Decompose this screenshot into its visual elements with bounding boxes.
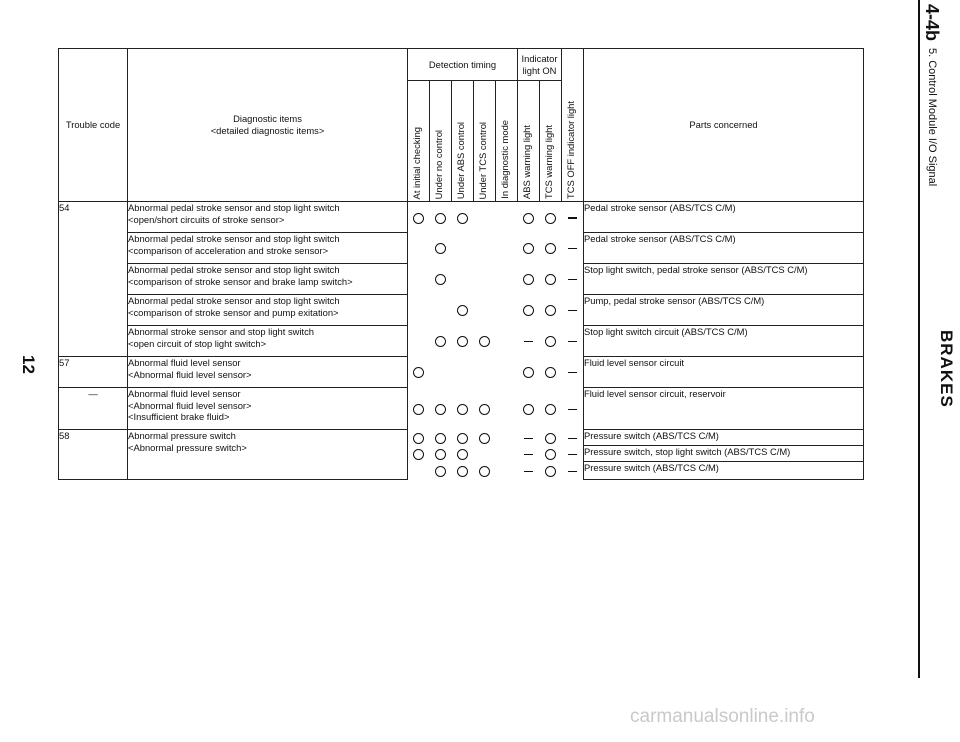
- diagnostic-item-cell: [128, 326, 408, 357]
- circle-mark-icon: [413, 404, 424, 415]
- parts-concerned-cell: Pump, pedal stroke sensor (ABS/TCS C/M): [584, 295, 864, 326]
- indicator-mark-cell: [474, 446, 496, 462]
- circle-mark-icon: [435, 466, 446, 477]
- header-abs-warning-light: [518, 81, 540, 202]
- indicator-mark-cell: [496, 233, 518, 264]
- circle-mark-icon: [545, 274, 556, 285]
- indicator-mark-cell: [474, 357, 496, 388]
- indicator-mark-cell: [562, 233, 584, 264]
- dash-mark-icon: [568, 279, 577, 280]
- dash-mark-icon: [524, 471, 533, 472]
- indicator-mark-cell: [496, 295, 518, 326]
- indicator-mark-cell: [518, 446, 540, 462]
- parts-concerned-cell: Pressure switch, stop light switch (ABS/TCS C/M): [584, 446, 864, 462]
- circle-mark-icon: [413, 213, 424, 224]
- indicator-mark-cell: [430, 462, 452, 480]
- indicator-mark-cell: [562, 388, 584, 430]
- dash-mark-icon: [568, 454, 577, 455]
- table-row: [59, 326, 864, 357]
- circle-mark-icon: [523, 243, 534, 254]
- diagnostic-item-cell: [128, 264, 408, 295]
- indicator-mark-cell: [408, 462, 430, 480]
- indicator-mark-cell: [452, 388, 474, 430]
- circle-mark-icon: [545, 404, 556, 415]
- circle-mark-icon: [545, 213, 556, 224]
- indicator-mark-cell: [496, 446, 518, 462]
- indicator-mark-cell: [474, 202, 496, 233]
- diagnostic-item-cell: [128, 202, 408, 233]
- indicator-mark-cell: [496, 388, 518, 430]
- circle-mark-icon: [545, 336, 556, 347]
- indicator-mark-cell: [408, 430, 430, 446]
- parts-concerned-cell: Pressure switch (ABS/TCS C/M): [584, 462, 864, 480]
- indicator-mark-cell: [452, 357, 474, 388]
- indicator-mark-cell: [518, 264, 540, 295]
- diagnostic-item-line: Abnormal pedal stroke sensor and stop light switch: [128, 295, 340, 306]
- indicator-mark-cell: [496, 202, 518, 233]
- circle-mark-icon: [457, 466, 468, 477]
- indicator-mark-cell: [430, 233, 452, 264]
- dash-mark-icon: [568, 248, 577, 249]
- parts-concerned-cell: Stop light switch, pedal stroke sensor (ABS/TCS C/M): [584, 264, 864, 295]
- indicator-mark-cell: [540, 462, 562, 480]
- dash-mark-icon: [568, 409, 577, 410]
- indicator-mark-cell: [452, 326, 474, 357]
- trouble-code-cell: 58: [59, 430, 128, 480]
- indicator-mark-cell: [452, 446, 474, 462]
- header-in-diagnostic-mode-text: In diagnostic mode: [499, 120, 510, 199]
- parts-concerned-cell: Stop light switch circuit (ABS/TCS C/M): [584, 326, 864, 357]
- diagnostic-item-line: <open/short circuits of stroke sensor>: [128, 213, 285, 225]
- trouble-code-cell: 57: [59, 357, 128, 388]
- trouble-code-table: [58, 48, 864, 480]
- parts-concerned-cell: Fluid level sensor circuit: [584, 357, 864, 388]
- circle-mark-icon: [435, 449, 446, 460]
- table-row: [59, 295, 864, 326]
- diagnostic-item-line: Abnormal pedal stroke sensor and stop light switch: [128, 233, 340, 244]
- header-tcs-warning-light-text: TCS warning light: [543, 125, 554, 199]
- circle-mark-icon: [545, 466, 556, 477]
- header-indicator-light-line1: Indicator: [521, 52, 558, 64]
- indicator-mark-cell: [518, 202, 540, 233]
- header-under-no-control-text: Under no control: [433, 129, 444, 199]
- page-number: 12: [19, 355, 38, 374]
- diagnostic-item-line: <Abnormal fluid level sensor>: [128, 368, 252, 380]
- circle-mark-icon: [435, 213, 446, 224]
- indicator-mark-cell: [474, 430, 496, 446]
- indicator-mark-cell: [452, 295, 474, 326]
- circle-mark-icon: [457, 305, 468, 316]
- indicator-mark-cell: [408, 264, 430, 295]
- diagnostic-item-line: <comparison of acceleration and stroke sensor>: [128, 244, 329, 256]
- circle-mark-icon: [479, 336, 490, 347]
- indicator-mark-cell: [496, 264, 518, 295]
- indicator-mark-cell: [474, 462, 496, 480]
- circle-mark-icon: [457, 336, 468, 347]
- indicator-mark-cell: [430, 446, 452, 462]
- diagnostic-item-line: <Abnormal pressure switch>: [128, 441, 247, 453]
- table-row: [59, 388, 864, 430]
- indicator-mark-cell: [408, 446, 430, 462]
- circle-mark-icon: [545, 433, 556, 444]
- chapter-title: BRAKES: [937, 330, 956, 408]
- circle-mark-icon: [457, 433, 468, 444]
- circle-mark-icon: [523, 213, 534, 224]
- header-under-abs-control: [452, 81, 474, 202]
- indicator-mark-cell: [518, 357, 540, 388]
- indicator-mark-cell: [452, 202, 474, 233]
- diagnostic-item-line: Abnormal fluid level sensor: [128, 388, 241, 399]
- header-indicator-light-line2: light ON: [522, 64, 557, 76]
- dash-mark-icon: [568, 372, 577, 373]
- parts-concerned-cell: Pedal stroke sensor (ABS/TCS C/M): [584, 202, 864, 233]
- indicator-mark-cell: [562, 462, 584, 480]
- parts-concerned-cell: Pedal stroke sensor (ABS/TCS C/M): [584, 233, 864, 264]
- circle-mark-icon: [435, 274, 446, 285]
- indicator-mark-cell: [518, 295, 540, 326]
- indicator-mark-cell: [540, 233, 562, 264]
- indicator-mark-cell: [408, 326, 430, 357]
- table-row: [59, 264, 864, 295]
- parts-concerned-cell: Pressure switch (ABS/TCS C/M): [584, 430, 864, 446]
- header-diagnostic-items: [128, 49, 408, 202]
- indicator-mark-cell: [518, 326, 540, 357]
- dash-mark-icon: [568, 217, 577, 218]
- indicator-mark-cell: [408, 388, 430, 430]
- indicator-mark-cell: [474, 388, 496, 430]
- indicator-mark-cell: [474, 295, 496, 326]
- circle-mark-icon: [413, 433, 424, 444]
- indicator-mark-cell: [430, 264, 452, 295]
- indicator-mark-cell: [496, 357, 518, 388]
- indicator-mark-cell: [518, 430, 540, 446]
- dash-mark-icon: [524, 454, 533, 455]
- indicator-mark-cell: [452, 233, 474, 264]
- circle-mark-icon: [457, 213, 468, 224]
- indicator-mark-cell: [408, 233, 430, 264]
- indicator-mark-cell: [408, 202, 430, 233]
- table-body: [59, 202, 864, 480]
- indicator-mark-cell: [540, 430, 562, 446]
- indicator-mark-cell: [562, 202, 584, 233]
- table-row: [59, 233, 864, 264]
- dash-mark-icon: [524, 341, 533, 342]
- header-indicator-light: [518, 49, 562, 81]
- header-trouble-code: Trouble code: [59, 49, 128, 202]
- indicator-mark-cell: [540, 326, 562, 357]
- diagnostic-item-line: Abnormal pedal stroke sensor and stop light switch: [128, 202, 340, 213]
- circle-mark-icon: [435, 404, 446, 415]
- header-under-tcs-control: [474, 81, 496, 202]
- indicator-mark-cell: [496, 462, 518, 480]
- circle-mark-icon: [457, 404, 468, 415]
- header-at-initial-checking-text: At initial checking: [411, 126, 422, 199]
- diagnostic-item-line: <Abnormal fluid level sensor>: [128, 399, 252, 411]
- diagnostic-item-cell: [128, 388, 408, 430]
- circle-mark-icon: [545, 449, 556, 460]
- indicator-mark-cell: [540, 388, 562, 430]
- indicator-mark-cell: [540, 202, 562, 233]
- indicator-mark-cell: [430, 295, 452, 326]
- circle-mark-icon: [479, 433, 490, 444]
- diagnostic-item-line: Abnormal fluid level sensor: [128, 357, 241, 368]
- circle-mark-icon: [523, 274, 534, 285]
- circle-mark-icon: [545, 305, 556, 316]
- header-tcs-warning-light: [540, 81, 562, 202]
- section-title: 5. Control Module I/O Signal: [926, 48, 938, 187]
- indicator-mark-cell: [430, 202, 452, 233]
- circle-mark-icon: [435, 433, 446, 444]
- circle-mark-icon: [479, 466, 490, 477]
- indicator-mark-cell: [474, 233, 496, 264]
- section-code: 4-4b: [922, 4, 942, 42]
- indicator-mark-cell: [496, 430, 518, 446]
- table-row: [59, 357, 864, 388]
- diagnostic-item-line: <Insufficient brake fluid>: [128, 411, 230, 422]
- circle-mark-icon: [413, 367, 424, 378]
- circle-mark-icon: [435, 243, 446, 254]
- diagnostic-item-line: <comparison of stroke sensor and brake lamp switch>: [128, 275, 353, 287]
- table-row: [59, 202, 864, 233]
- indicator-mark-cell: [562, 295, 584, 326]
- header-under-abs-control-text: Under ABS control: [455, 121, 466, 199]
- dash-mark-icon: [524, 438, 533, 439]
- indicator-mark-cell: [562, 357, 584, 388]
- indicator-mark-cell: [474, 326, 496, 357]
- header-in-diagnostic-mode: [496, 81, 518, 202]
- indicator-mark-cell: [540, 357, 562, 388]
- indicator-mark-cell: [452, 264, 474, 295]
- diagnostic-item-line: Abnormal pressure switch: [128, 430, 236, 441]
- trouble-code-cell: 54: [59, 202, 128, 357]
- diagnostic-item-cell: [128, 430, 408, 480]
- indicator-mark-cell: [540, 295, 562, 326]
- diagnostic-item-line: Abnormal stroke sensor and stop light switch: [128, 326, 315, 337]
- indicator-mark-cell: [496, 326, 518, 357]
- indicator-mark-cell: [562, 264, 584, 295]
- footer-watermark: carmanualsonline.info: [630, 706, 815, 727]
- indicator-mark-cell: [518, 388, 540, 430]
- header-tcs-off-indicator-light: [562, 49, 584, 202]
- indicator-mark-cell: [540, 446, 562, 462]
- right-margin-rule: [918, 0, 920, 678]
- diagnostic-item-line: Abnormal pedal stroke sensor and stop light switch: [128, 264, 340, 275]
- indicator-mark-cell: [430, 326, 452, 357]
- indicator-mark-cell: [562, 430, 584, 446]
- indicator-mark-cell: [562, 446, 584, 462]
- indicator-mark-cell: [452, 430, 474, 446]
- dash-mark-icon: [568, 341, 577, 342]
- indicator-mark-cell: [408, 295, 430, 326]
- header-diagnostic-items-line2: <detailed diagnostic items>: [210, 125, 325, 136]
- indicator-mark-cell: [474, 264, 496, 295]
- header-parts-concerned: Parts concerned: [584, 49, 864, 202]
- diagnostic-item-line: <open circuit of stop light switch>: [128, 337, 267, 349]
- indicator-mark-cell: [518, 462, 540, 480]
- indicator-mark-cell: [430, 388, 452, 430]
- circle-mark-icon: [413, 449, 424, 460]
- circle-mark-icon: [523, 305, 534, 316]
- circle-mark-icon: [545, 367, 556, 378]
- circle-mark-icon: [523, 404, 534, 415]
- header-detection-timing: Detection timing: [408, 49, 518, 81]
- header-under-tcs-control-text: Under TCS control: [477, 121, 488, 199]
- header-abs-warning-light-text: ABS warning light: [521, 125, 532, 199]
- table-row: [59, 430, 864, 446]
- diagnostic-item-cell: [128, 295, 408, 326]
- dash-mark-icon: [568, 438, 577, 439]
- indicator-mark-cell: [430, 430, 452, 446]
- circle-mark-icon: [457, 449, 468, 460]
- dash-mark-icon: [568, 471, 577, 472]
- circle-mark-icon: [545, 243, 556, 254]
- parts-concerned-cell: Fluid level sensor circuit, reservoir: [584, 388, 864, 430]
- indicator-mark-cell: [518, 233, 540, 264]
- header-tcs-off-indicator-light-text: TCS OFF indicator light: [565, 101, 576, 199]
- diagnostic-item-cell: [128, 233, 408, 264]
- indicator-mark-cell: [430, 357, 452, 388]
- header-diagnostic-items-line1: Diagnostic items: [233, 113, 302, 124]
- header-at-initial-checking: [408, 81, 430, 202]
- diagnostic-item-line: <comparison of stroke sensor and pump exitation>: [128, 306, 339, 318]
- indicator-mark-cell: [408, 357, 430, 388]
- circle-mark-icon: [523, 367, 534, 378]
- trouble-code-cell: —: [59, 388, 128, 430]
- indicator-mark-cell: [540, 264, 562, 295]
- indicator-mark-cell: [562, 326, 584, 357]
- header-under-no-control: [430, 81, 452, 202]
- dash-mark-icon: [568, 310, 577, 311]
- circle-mark-icon: [479, 404, 490, 415]
- diagnostic-item-cell: [128, 357, 408, 388]
- indicator-mark-cell: [452, 462, 474, 480]
- circle-mark-icon: [435, 336, 446, 347]
